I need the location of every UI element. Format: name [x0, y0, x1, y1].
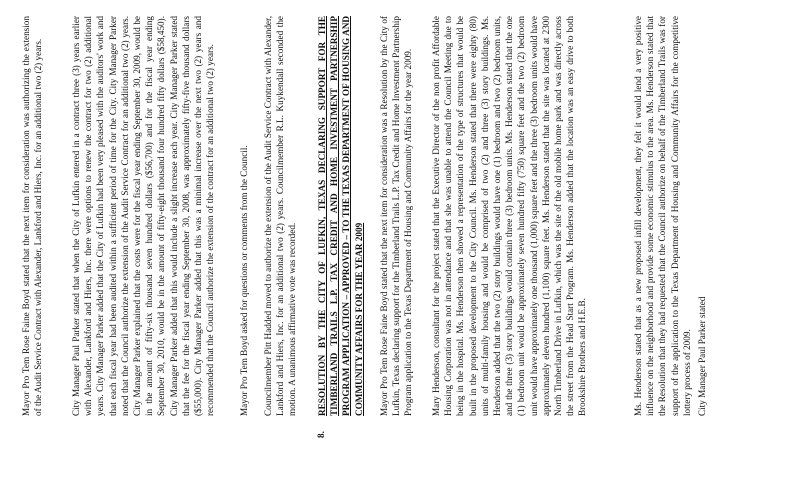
paragraph-audit-details: City Manager Paul Parker stated that when the City of Lufkin entered in a contract three (3) years earlier with Alexander, Lankford and Hiers, Inc. there were options to renew the contract for two (2) additional years. City Manager Parker added that the City of Lufkin had been very pleased with the auditors' work and that each fiscal year had been audited within a sufficient period of time for the City. City Manager Parker noted that the Council authorize the extension of the Audit Service Contract for an additional two (2) years. City Manager Parker explained that the costs were for the fiscal year ending September 30, 2009, would be in the amount of fifty-six thousand seven hundred dollars ($56,700) and for the fiscal year ending September 30, 2010, would be in the amount of fifty-eight thousand four hundred fifty dollars ($58,450). City Manager Parker added that this would include a slight increase each year. City Manager Parker stated that the fee for the fiscal year ending September 30, 2008, was approximately fifty-five thousand dollars ($55,000). City Manager Parker added that this was a minimal increase over the next two (2) years and recommended that the Council authorize the extension of the contract for an additional two (2) years.	[71, 16, 216, 416]
paragraph-parker-stated: City Manager Paul Parker stated	[697, 296, 707, 416]
paragraph-henderson-details: Mary Henderson, consultant for the project stated that the Executive Director of the non profit Affordable Housing Corporation was not in attendance and that she was unable to attend the Council Meeting due to being in the hospital. Ms. Henderson then showed a representation of the type of structures that would be built in the proposed development to the City Council. Ms. Henderson stated that there were eighty (80) units of multi-family housing and would be comprised of two (2) and three (3) story buildings. Ms. Henderson added that the two (2) story buildings would have one (1) bedroom and two (2) bedroom units, and the three (3) story buildings would contain three (3) bedroom units. Ms. Henderson stated that the one (1) bedroom unit would be approximately seven hundred fifty (750) square feet and the two (2) bedroom unit would have approximately one thousand (1,000) square feet and the three (3) bedroom units would have approximately eleven hundred (1,100) square feet. Ms. Henderson stated that the site was located at 2300 North Timberland Drive in Lufkin, which was the site of the old mobile home park and was directly across the street from the Head Start Program. Ms. Henderson added that the location was an easy drive to both Brookshire Brothers and H.E.B.	[431, 16, 588, 416]
paragraph-resolution-intro: Mayor Pro Tem Rose Faine Boyd stated that the next item for consideration was a Resolution by the City of Lufkin, Texas declaring support for the Timberland Trails L.P. Tax Credit and Home Investment Partnership Program application to the Texas Department of Housing and Community Affairs for the year 2009.	[379, 16, 414, 416]
paragraph-questions: Mayor Pro Tem Boyd asked for questions or comments from the Council.	[239, 145, 249, 416]
paragraph-audit-intro: Mayor Pro Tem Rose Faine Boyd stated that the next item for consideration was authorizing the extension of the Audit Service Contract with Alexander, Lankford and Hiers, Inc. for an additional two (2) years.	[21, 16, 44, 416]
agenda-item-heading: RESOLUTION BY THE CITY OF LUFKIN, TEXAS DECLARING SUPPORT FOR THE TIMBERLAND TRAILS L.P. TAX CREDIT AND HOME INVESTMENT PARTNERSHIP PROGRAM APPLICATION – APPROVED – TO THE TEXAS DEPARTMENT OF HOUSING AND COMMUNITY AFFAIRS FOR THE YEAR 2009	[317, 16, 364, 416]
paragraph-motion-audit: Councilmember Pitt Hadded moved to authorize the extension of the Audit Service Contract with Alexander, Lankford and Hiers, Inc. for an additional two (2) years. Councilmember R.L. Kuykendall seconded the motion. A unanimous affirmative vote was recorded.	[263, 16, 298, 416]
paragraph-henderson-infill: Ms. Henderson stated that as a new proposed infill development, they felt it would lend a very positive influence on the neighborhood and provide some economic stimulus to the area. Ms. Henderson stated that the Resolution that they had requested that the Council authorize on behalf of the Timberland Trails was for support of the application to the Texas Department of Housing and Community Affairs for the competitive lottery process of 2009.	[633, 16, 692, 416]
document-body	[0, 16, 800, 438]
agenda-item-number: 8.	[316, 431, 326, 438]
